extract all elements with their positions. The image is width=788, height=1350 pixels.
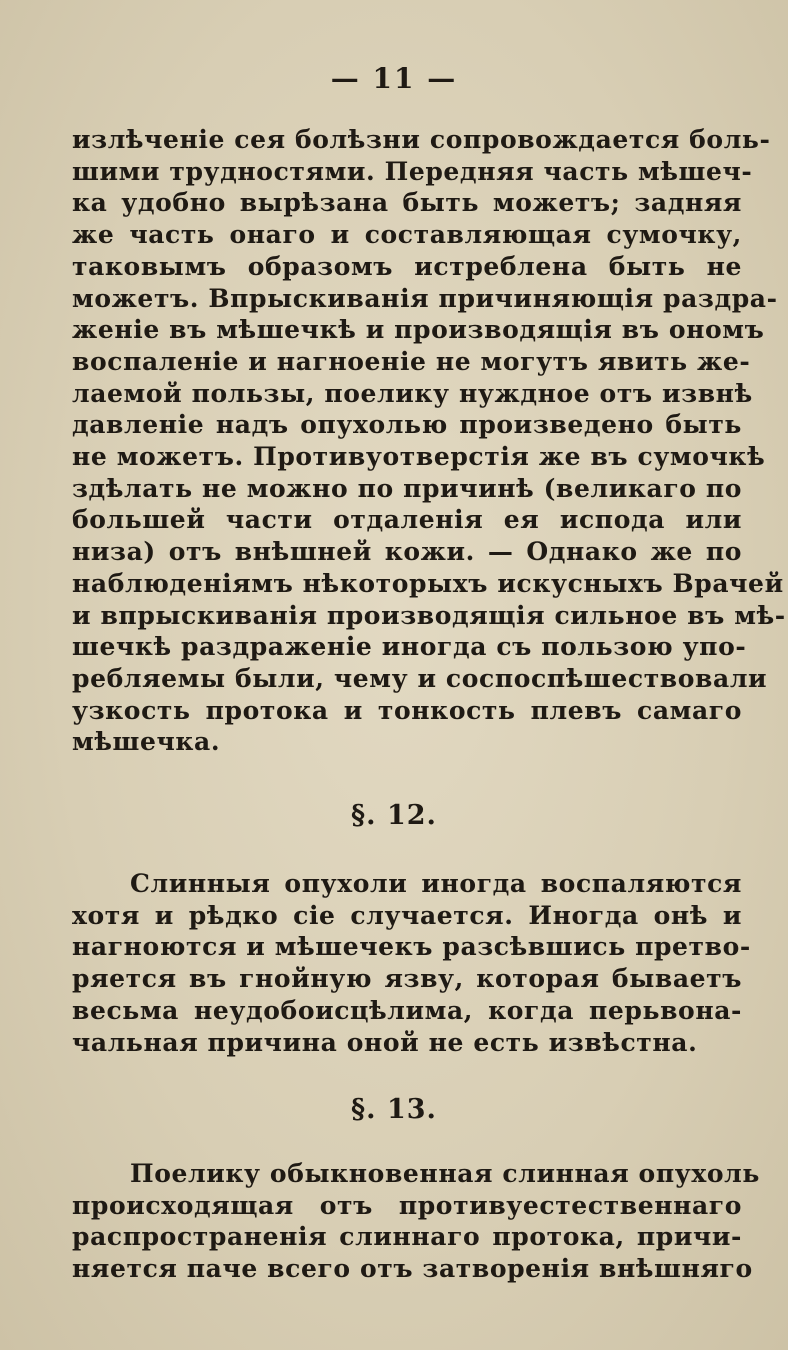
text-line: воспаленіе и нагноеніе не могутъ явить же- <box>72 346 751 376</box>
paragraph-2 <box>72 868 751 1058</box>
text-line: шими трудностями. Передняя часть мѣшеч- <box>72 156 753 186</box>
text-line: няется паче всего отъ затворенія внѣшняго <box>72 1254 753 1284</box>
text-line: низа) отъ внѣшней кожи. — Однако же по <box>72 537 742 567</box>
text-line: чальная причина оной не есть извѣстна. <box>72 1027 698 1057</box>
text-line: лаемой пользы, поелику нуждное отъ извнѣ <box>72 378 753 408</box>
text-line: ребляемы были, чему и соспоспѣшествовали <box>72 663 768 693</box>
text-line: ряется въ гнойную язву, которая бываетъ <box>72 964 742 994</box>
text-line: шечкѣ раздраженіе иногда съ пользою упо- <box>72 632 747 662</box>
text-line: узкость протока и тонкость плевъ самаго <box>72 695 742 725</box>
text-line: нагноются и мѣшечекъ разсѣвшись претво- <box>72 932 751 962</box>
text-line: здѣлать не можно по причинѣ (великаго по <box>72 473 743 503</box>
section-heading-12: §. 12. <box>351 800 437 831</box>
text-line: можетъ. Впрыскиванія причиняющія раздра- <box>72 283 778 313</box>
text-line: же часть онаго и составляющая сумочку, <box>72 220 742 250</box>
text-line: давленіе надъ опухолью произведено быть <box>72 410 742 440</box>
page-number: — 11 — <box>330 62 458 95</box>
text-line: происходящая отъ противуестественнаго <box>72 1190 742 1220</box>
text-line: распространенія слиннаго протока, причи- <box>72 1222 742 1252</box>
section-heading-13: §. 13. <box>351 1094 437 1125</box>
text-line: мѣшечка. <box>72 727 221 757</box>
text-line-content: Поелику обыкновенная слинная опухоль <box>130 1159 760 1188</box>
text-line: женіе въ мѣшечкѣ и производящія въ ономъ <box>72 315 765 345</box>
text-line: и впрыскиванія производящія сильное въ мѣ- <box>72 600 786 630</box>
text-line: весьма неудобоисцѣлима, когда перьвона- <box>72 995 742 1025</box>
text-line <box>72 1158 760 1190</box>
text-line: наблюденіямъ нѣкоторыхъ искусныхъ Врачей <box>72 568 784 598</box>
text-line: большей части отдаленія ея испода или <box>72 505 742 535</box>
text-line-content: Слинныя опухоли иногда воспаляются <box>130 869 742 898</box>
paragraph-3 <box>72 1158 760 1285</box>
text-line: таковымъ образомъ истреблена быть не <box>72 251 742 281</box>
text-line: не можетъ. Противуотверстія же въ сумочкѣ <box>72 442 766 472</box>
text-line: ка удобно вырѣзана быть можетъ; задняя <box>72 188 742 218</box>
text-line: излѣченіе сея болѣзни сопровождается боль- <box>72 125 771 154</box>
paragraph-1 <box>72 124 786 758</box>
text-line: хотя и рѣдко сіе случается. Иногда онѣ и <box>72 900 742 930</box>
text-line <box>72 868 742 900</box>
